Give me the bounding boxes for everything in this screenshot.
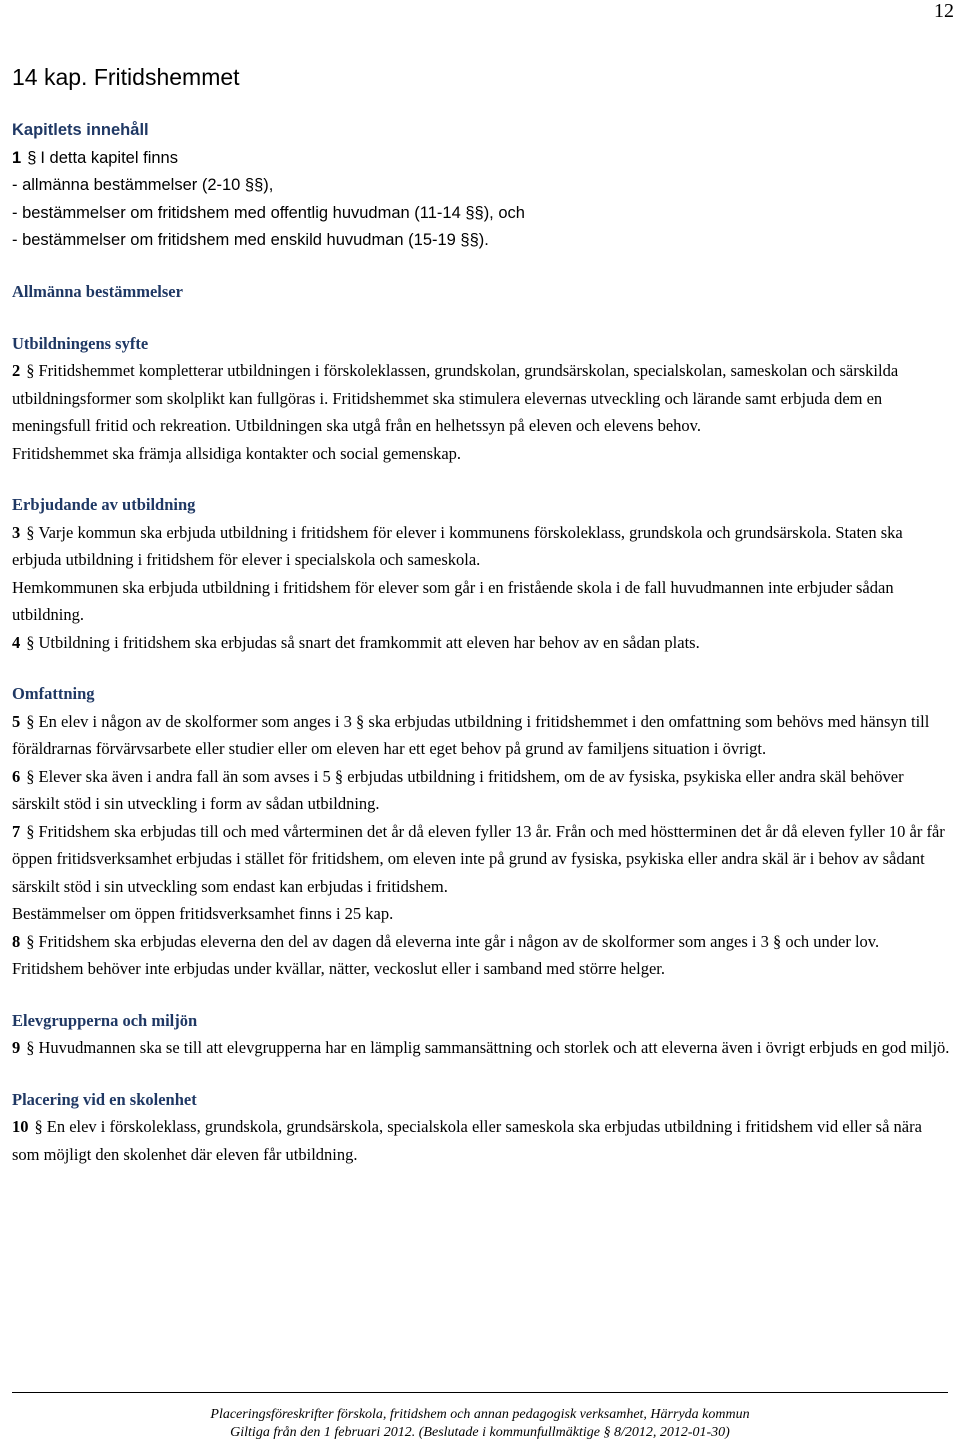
paragraph [12, 928, 952, 983]
subsection-heading: Elevgrupperna och miljön [12, 1010, 198, 1030]
paragraph [12, 763, 952, 818]
subsection [12, 491, 952, 656]
subsection [12, 330, 952, 468]
section-sign: § [34, 1117, 43, 1136]
paragraph [12, 629, 952, 657]
contents-list [12, 145, 952, 255]
paragraph [12, 200, 952, 228]
paragraph [12, 1113, 952, 1168]
chapter-title: 14 kap. Fritidshemmet [12, 64, 240, 90]
paragraph-text: Varje kommun ska erbjuda utbildning i fritidshem för elever i kommunens förskoleklass, grundskola och grundsärskola. Staten ska erbjuda utbildning i fritidshem för elever i specialskola och sameskola. [12, 522, 903, 569]
paragraph-text: Fritidshemmet ska främja allsidiga kontakter och social gemenskap. [12, 443, 462, 463]
paragraph [12, 574, 952, 629]
paragraph [12, 708, 952, 763]
paragraph-text: Utbildning i fritidshem ska erbjudas så snart det framkommit att eleven har behov av en sådan plats. [38, 632, 700, 652]
subsection [12, 1007, 952, 1062]
chapter-body [12, 278, 952, 1168]
paragraph-text: - allmänna bestämmelser (2-10 §§), [12, 176, 274, 194]
page-footer [0, 1406, 960, 1442]
paragraph [12, 818, 952, 901]
paragraph-number: 9 [12, 1038, 21, 1057]
contents-heading: Kapitlets innehåll [12, 121, 149, 139]
paragraph-text: Fritidshem ska erbjudas eleverna den del av dagen då eleverna inte går i någon av de skolformer som anges i 3 § och under lov. Fritidshem behöver inte erbjudas under kvällar, nätter, veckoslut eller i samband med större helger. [12, 931, 880, 978]
paragraph-number: 4 [12, 632, 21, 652]
subsection-heading: Utbildningens syfte [12, 333, 149, 353]
paragraph-text: Hemkommunen ska erbjuda utbildning i fritidshem för elever som går i en fristående skola i de fall huvudmannen inte erbjuder sådan utbildning. [12, 577, 894, 624]
section-sign: § [26, 361, 35, 380]
footer-line-2: Giltiga från den 1 februari 2012. (Beslutade i kommunfullmäktige § 8/2012, 2012-01-30) [230, 1425, 730, 1440]
paragraph-text: - bestämmelser om fritidshem med offentlig huvudman (11-14 §§), och [12, 203, 525, 222]
contents-block [12, 117, 952, 255]
paragraph-text: - bestämmelser om fritidshem med enskild huvudman (15-19 §§). [12, 231, 489, 249]
section-sign: § [26, 766, 35, 786]
paragraph [12, 357, 952, 440]
subsection-heading: Placering vid en skolenhet [12, 1089, 197, 1109]
paragraph [12, 145, 952, 173]
paragraph-text: Bestämmelser om öppen fritidsverksamhet finns i 25 kap. [12, 904, 394, 923]
paragraph-text: En elev i någon av de skolformer som anges i 3 § ska erbjudas utbildning i fritidshemmet i den omfattning som behövs med hänsyn till föräldrarnas förvärvsarbete eller studier eller om eleven har ett eget behov på grund av familjens situation i övrigt. [12, 711, 930, 758]
paragraph-number: 6 [12, 766, 21, 786]
subsection [12, 680, 952, 983]
paragraph [12, 227, 952, 255]
paragraph-number: 5 [12, 711, 21, 731]
paragraph [12, 440, 952, 468]
subsection-heading: Omfattning [12, 684, 95, 703]
paragraph-text: Fritidshem ska erbjudas till och med vårterminen det år då eleven fyller 13 år. Från och med höstterminen det år då eleven fyller 10 år får öppen fritidsverksamhet erbjudas i stället för fritidshem, om eleven inte på grund av fysiska, psykiska eller andra skäl är i behov av sådant särskilt stöd i sin utveckling som endast kan erbjudas i fritidshem. [12, 821, 945, 896]
subsection [12, 1086, 952, 1169]
section-sign: § [26, 522, 35, 542]
paragraph-number: 3 [12, 522, 21, 542]
section-heading: Allmänna bestämmelser [12, 282, 183, 301]
section-sign: § [26, 821, 35, 841]
paragraph-text: Elever ska även i andra fall än som avses i 5 § erbjudas utbildning i fritidshem, om de av fysiska, psykiska eller andra skäl behöver särskilt stöd i sin utveckling i form av sådan utbildning. [12, 766, 904, 813]
section-sign: § [26, 632, 35, 652]
paragraph-text: En elev i förskoleklass, grundskola, grundsärskola, specialskola eller sameskola ska erbjudas utbildning i fritidshem vid eller så nära som möjligt den skolenhet där eleven får utbildning. [12, 1117, 922, 1164]
paragraph [12, 1034, 952, 1062]
section-sign: § [26, 711, 35, 731]
section-sign: § [26, 931, 35, 951]
footer-line-1: Placeringsföreskrifter förskola, fritidshem och annan pedagogisk verksamhet, Härryda kommun [210, 1407, 750, 1422]
subsections [12, 330, 952, 1169]
page-number: 12 [934, 0, 954, 22]
paragraph-text: Fritidshemmet kompletterar utbildningen i förskoleklassen, grundskolan, grundsärskolan, specialskolan, sameskolan och särskilda utbildningsformer som skolplikt kan fullgöras i. Fritidshemmet ska stimulera elevernas utveckling och lärande samt erbjuda dem en meningsfull fritid och rekreation. Utbildningen ska utgå från en helhetssyn på eleven och elevens behov. [12, 361, 899, 435]
paragraph-number: 1 [12, 148, 22, 167]
subsection-heading: Erbjudande av utbildning [12, 495, 196, 514]
paragraph [12, 900, 952, 928]
paragraph-number: 10 [12, 1117, 29, 1136]
paragraph-number: 8 [12, 931, 21, 951]
paragraph-text: I detta kapitel finns [40, 148, 178, 167]
paragraph [12, 172, 952, 200]
paragraph [12, 519, 952, 574]
paragraph-number: 2 [12, 361, 21, 380]
paragraph-number: 7 [12, 821, 21, 841]
footer-divider [12, 1392, 948, 1393]
section-sign: § [27, 148, 37, 167]
paragraph-text: Huvudmannen ska se till att elevgrupperna har en lämplig sammansättning och storlek och att eleverna även i övrigt erbjuds en god miljö. [38, 1038, 950, 1057]
section-sign: § [26, 1038, 35, 1057]
